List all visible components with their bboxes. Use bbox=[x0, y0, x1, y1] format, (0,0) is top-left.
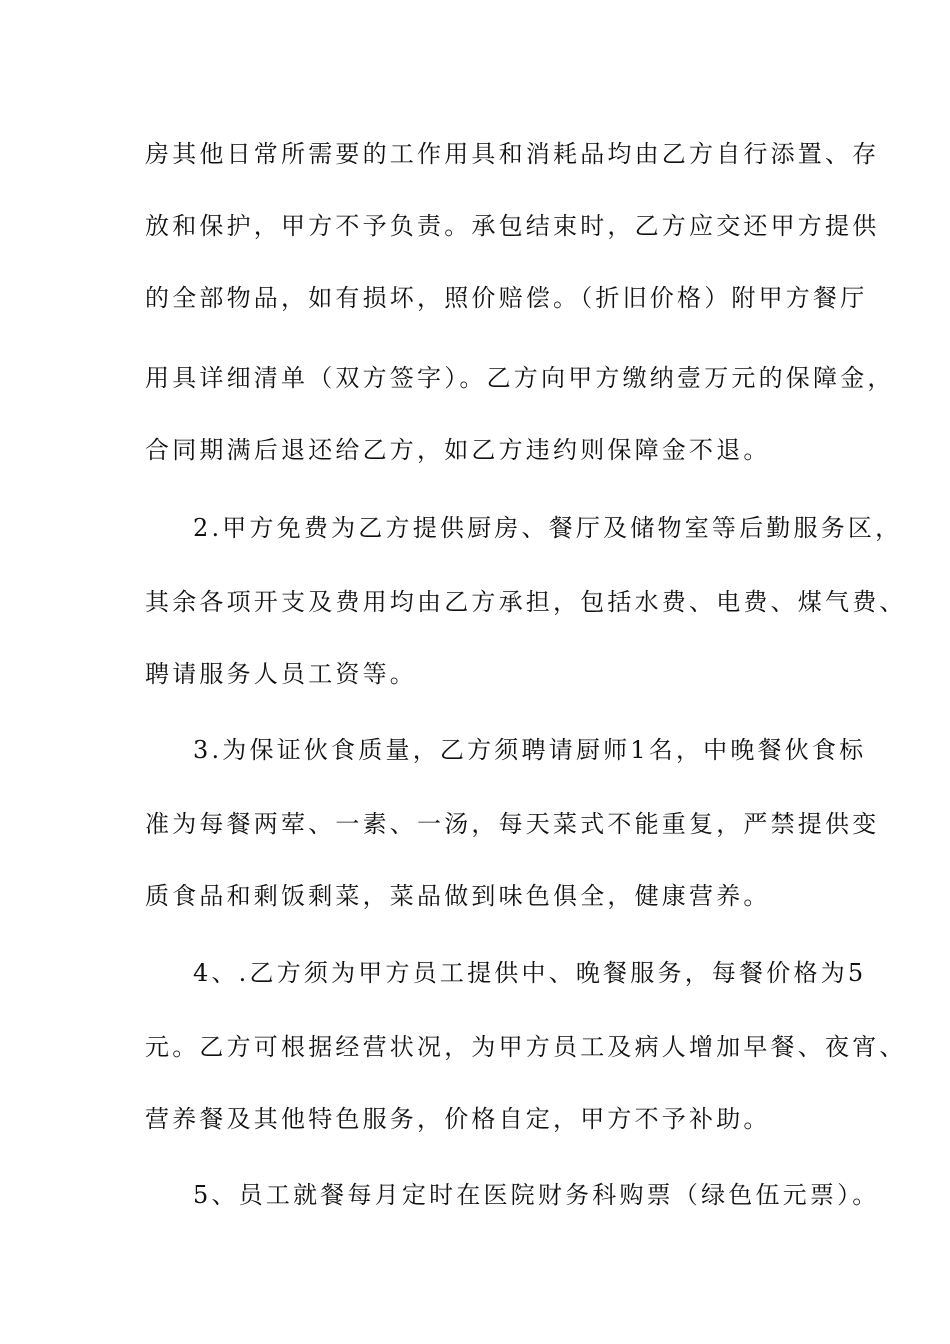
text-line: 的全部物品，如有损坏，照价赔偿。（折旧价格）附甲方餐厅 bbox=[145, 284, 868, 312]
text-line: 质食品和剩饭剩菜，菜品做到味色俱全，健康营养。 bbox=[145, 882, 771, 910]
text-line: 其余各项开支及费用均由乙方承担，包括水费、电费、煤气费、 bbox=[145, 588, 907, 616]
text-line: 准为每餐两荤、一素、一汤，每天菜式不能重复，严禁提供变 bbox=[145, 810, 880, 838]
text-line: 合同期满后退还给乙方，如乙方违约则保障金不退。 bbox=[145, 436, 771, 464]
text-line: 用具详细清单（双方签字）。乙方向甲方缴纳壹万元的保障金， bbox=[145, 364, 895, 392]
paragraph-5-start: 5、员工就餐每月定时在医院财务科购票（绿色伍元票）。 bbox=[193, 1181, 880, 1209]
text-line: 房其他日常所需要的工作用具和消耗品均由乙方自行添置、存 bbox=[145, 140, 880, 168]
paragraph-4-start: 4、.乙方须为甲方员工提供中、晚餐服务，每餐价格为5 bbox=[193, 959, 867, 987]
text-line: 聘请服务人员工资等。 bbox=[145, 660, 417, 688]
text-line: 元。乙方可根据经营状况，为甲方员工及病人增加早餐、夜宵、 bbox=[145, 1033, 907, 1061]
paragraph-2-start: 2.甲方免费为乙方提供厨房、餐厅及储物室等后勤服务区， bbox=[193, 514, 903, 542]
text-line: 营养餐及其他特色服务，价格自定，甲方不予补助。 bbox=[145, 1105, 771, 1133]
paragraph-3-start: 3.为保证伙食质量，乙方须聘请厨师1名，中晚餐伙食标 bbox=[193, 736, 867, 764]
text-line: 放和保护，甲方不予负责。承包结束时，乙方应交还甲方提供 bbox=[145, 212, 880, 240]
